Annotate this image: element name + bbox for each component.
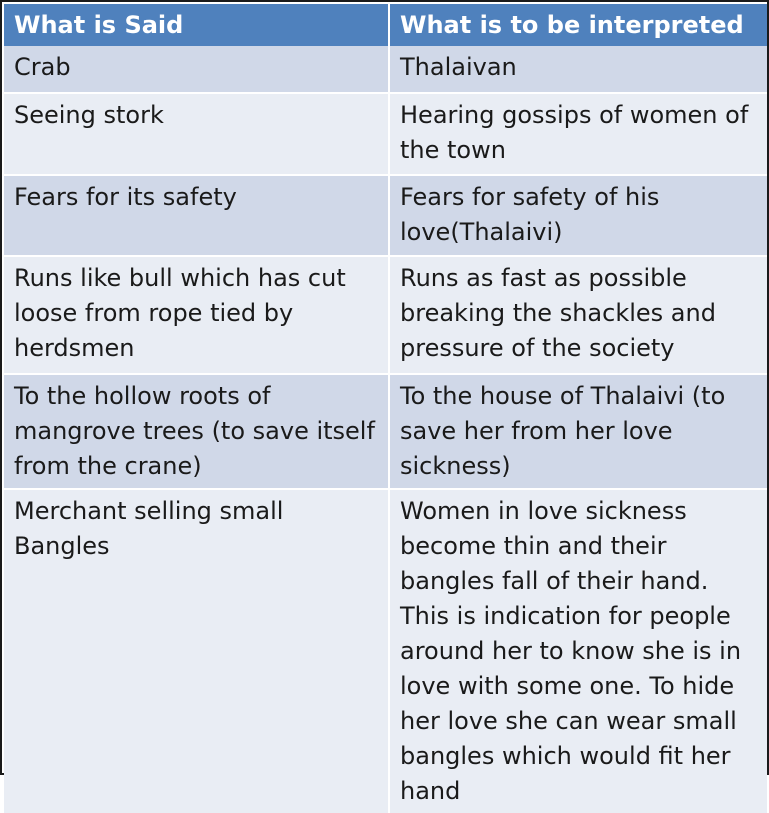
said-cell: Seeing stork bbox=[4, 93, 389, 175]
header-row bbox=[4, 4, 767, 46]
interpreted-cell: Runs as fast as possible breaking the shackles and pressure of the society bbox=[389, 256, 767, 374]
interpretation-table bbox=[4, 4, 767, 813]
interpreted-cell: Women in love sickness become thin and their bangles fall of their hand. This is indication for people around her to know she is in love with some one. To hide her love she can wear small bangles which would fit her hand bbox=[389, 489, 767, 813]
interpreted-cell: To the house of Thalaivi (to save her from her love sickness) bbox=[389, 374, 767, 489]
table-row bbox=[4, 489, 767, 813]
header-what-is-said: What is Said bbox=[4, 4, 389, 46]
said-cell: Merchant selling small Bangles bbox=[4, 489, 389, 813]
table-row bbox=[4, 175, 767, 256]
interpreted-cell: Fears for safety of his love(Thalaivi) bbox=[389, 175, 767, 256]
table-row bbox=[4, 256, 767, 374]
table-row bbox=[4, 93, 767, 175]
said-cell: Runs like bull which has cut loose from rope tied by herdsmen bbox=[4, 256, 389, 374]
said-cell: Crab bbox=[4, 46, 389, 93]
said-cell: Fears for its safety bbox=[4, 175, 389, 256]
said-cell: To the hollow roots of mangrove trees (to save itself from the crane) bbox=[4, 374, 389, 489]
interpreted-cell: Thalaivan bbox=[389, 46, 767, 93]
header-what-is-interpreted: What is to be interpreted bbox=[389, 4, 767, 46]
table-row bbox=[4, 374, 767, 489]
table-row bbox=[4, 46, 767, 93]
interpreted-cell: Hearing gossips of women of the town bbox=[389, 93, 767, 175]
